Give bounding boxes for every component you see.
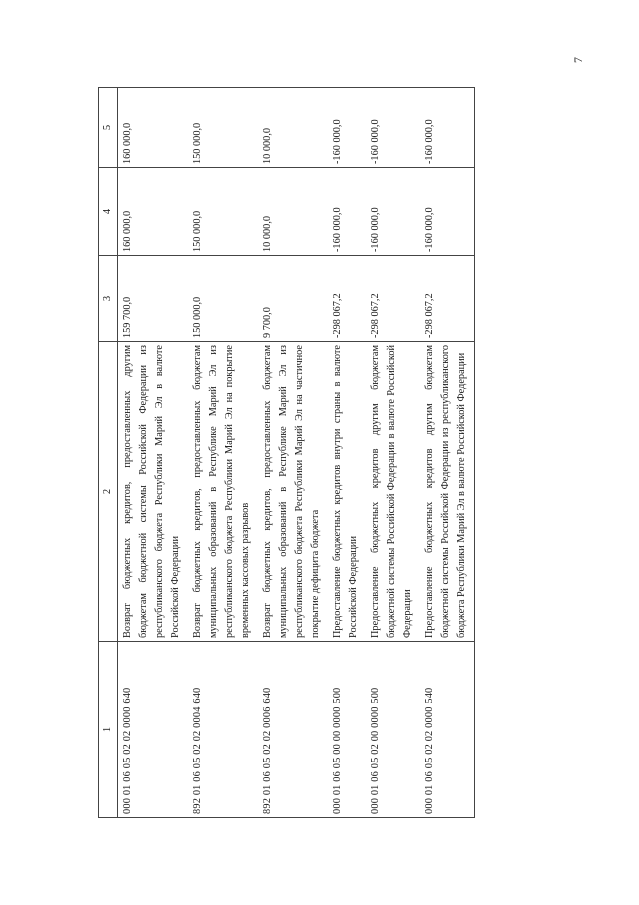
table-row — [188, 88, 258, 818]
row-value-col-3: -298 067,2 — [420, 256, 475, 342]
row-code: 000 01 06 05 02 00 0000 500 — [366, 642, 420, 818]
row-value-col-4: 150 000,0 — [188, 168, 258, 256]
row-value-col-3: 9 700,0 — [258, 256, 328, 342]
row-value-col-5: -160 000,0 — [420, 88, 475, 168]
row-code: 000 01 06 05 02 02 0000 640 — [118, 642, 189, 818]
row-value-col-3: 150 000,0 — [188, 256, 258, 342]
table-row — [366, 88, 420, 818]
row-name: Возврат бюджетных кредитов, предоставленных бюджетам муниципальных образований в Республике Марий Эл из республиканского бюджета Республики Марий Эл на покрытие временных кассовых разрывов — [188, 342, 258, 642]
row-value-col-5: 160 000,0 — [118, 88, 189, 168]
row-name: Возврат бюджетных кредитов, предоставленных другим бюджетам бюджетной системы Российской Федерации из республиканского бюджета Республики Марий Эл в валюте Российской Федерации — [118, 342, 189, 642]
row-code: 000 01 06 05 02 02 0000 540 — [420, 642, 475, 818]
row-name: Предоставление бюджетных кредитов другим бюджетам бюджетной системы Российской Федерации в валюте Российской Федерации — [366, 342, 420, 642]
row-code: 892 01 06 05 02 02 0006 640 — [258, 642, 328, 818]
row-value-col-5: -160 000,0 — [366, 88, 420, 168]
header-col-2: 2 — [99, 342, 118, 642]
table-row — [118, 88, 189, 818]
row-code: 892 01 06 05 02 02 0004 640 — [188, 642, 258, 818]
row-value-col-4: -160 000,0 — [420, 168, 475, 256]
row-value-col-3: -298 067,2 — [366, 256, 420, 342]
row-name: Предоставление бюджетных кредитов внутри страны в валюте Российской Федерации — [328, 342, 366, 642]
page-number: 7 — [571, 57, 585, 63]
header-col-5: 5 — [99, 88, 118, 168]
row-value-col-4: 10 000,0 — [258, 168, 328, 256]
table-row — [420, 88, 475, 818]
row-value-col-3: 159 700,0 — [118, 256, 189, 342]
rotated-table-wrapper — [98, 88, 498, 818]
table-row — [258, 88, 328, 818]
row-value-col-4: -160 000,0 — [328, 168, 366, 256]
row-value-col-3: -298 067,2 — [328, 256, 366, 342]
header-col-1: 1 — [99, 642, 118, 818]
row-value-col-5: -160 000,0 — [328, 88, 366, 168]
row-value-col-4: -160 000,0 — [366, 168, 420, 256]
table-row — [328, 88, 366, 818]
budget-sources-table — [98, 87, 475, 818]
row-value-col-5: 10 000,0 — [258, 88, 328, 168]
table-header-row — [99, 88, 118, 818]
row-code: 000 01 06 05 00 00 0000 500 — [328, 642, 366, 818]
row-name: Возврат бюджетных кредитов, предоставленных бюджетам муниципальных образований в Республике Марий Эл из республиканского бюджета Республики Марий Эл на частичное покрытие дефицита бюджета — [258, 342, 328, 642]
row-value-col-4: 160 000,0 — [118, 168, 189, 256]
header-col-4: 4 — [99, 168, 118, 256]
header-col-3: 3 — [99, 256, 118, 342]
row-name: Предоставление бюджетных кредитов другим бюджетам бюджетной системы Российской Федерации из республиканского бюджета Республики Марий Эл в валюте Российской Федерации — [420, 342, 475, 642]
row-value-col-5: 150 000,0 — [188, 88, 258, 168]
